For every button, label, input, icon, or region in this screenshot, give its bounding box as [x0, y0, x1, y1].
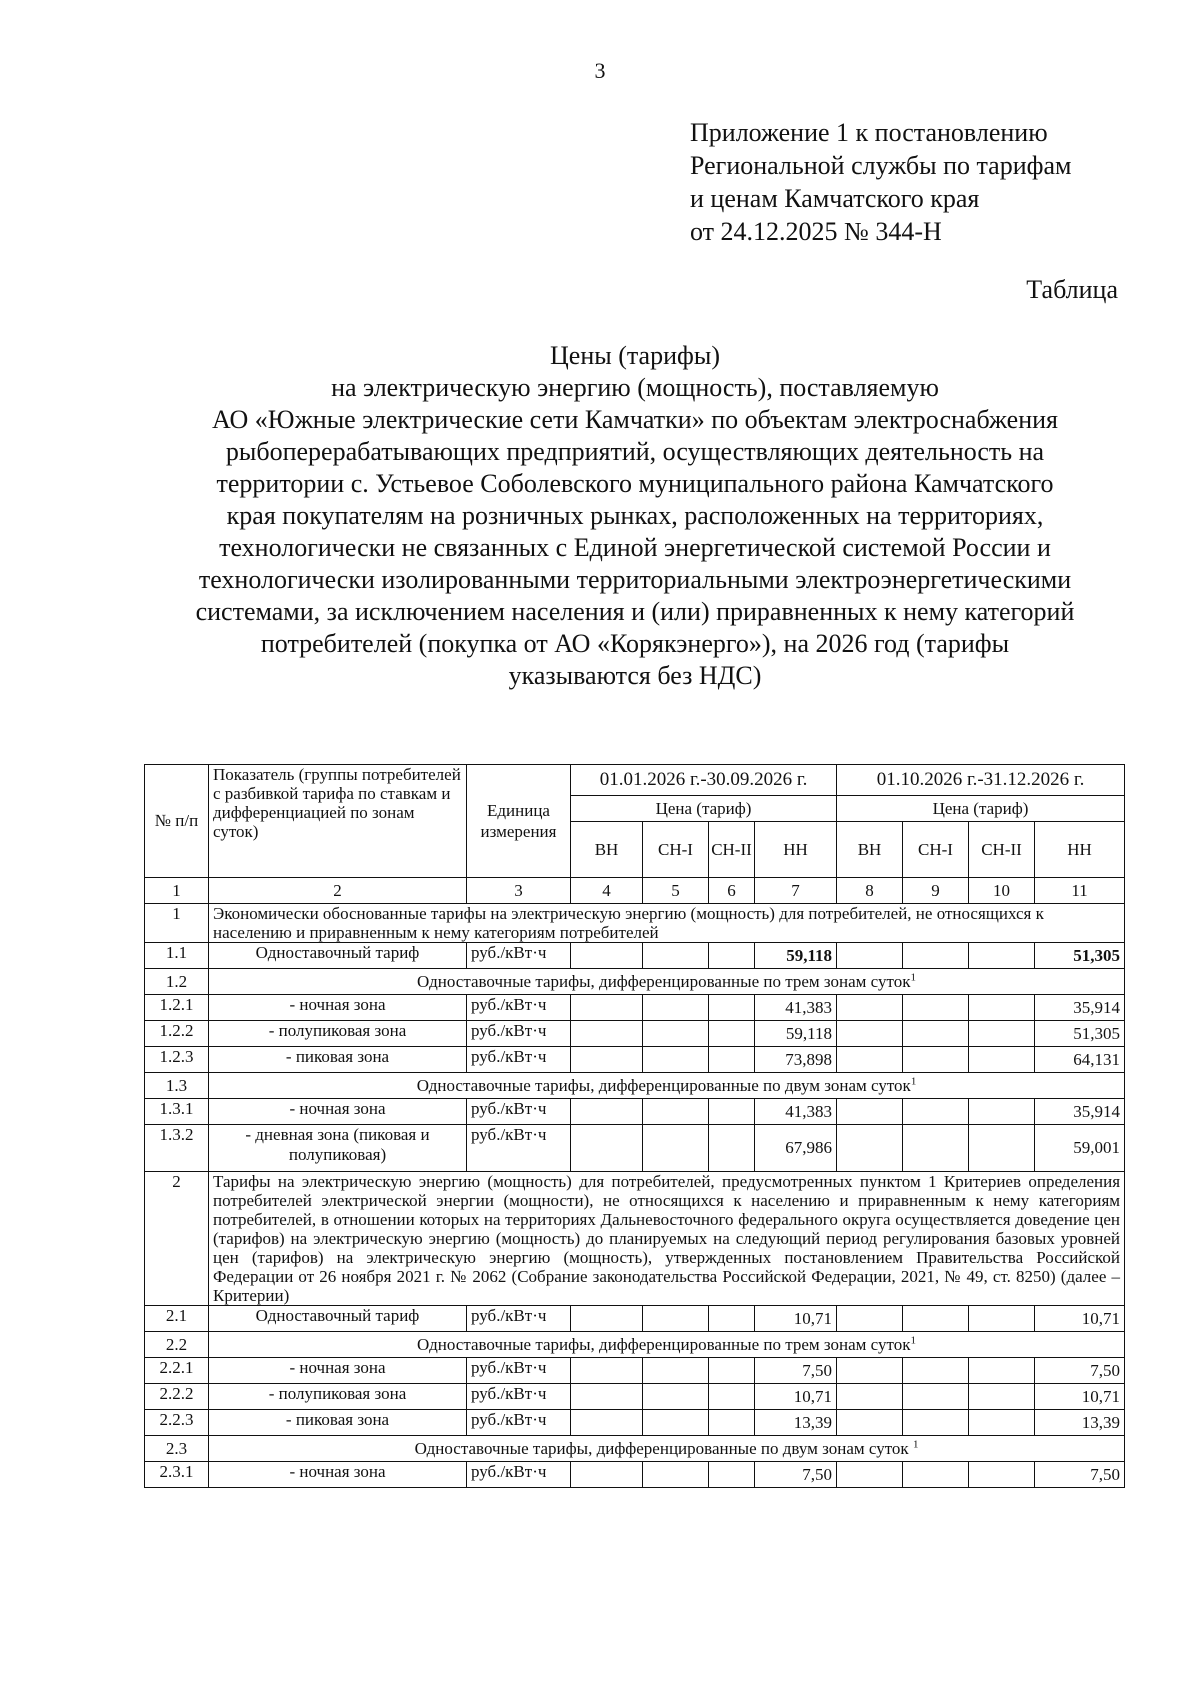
value-nn-period-1: 59,118	[755, 943, 837, 969]
row-subheader	[209, 1436, 1125, 1462]
appendix-line: от 24.12.2025 № 344-Н	[690, 217, 942, 246]
value-cell-empty	[571, 1021, 643, 1047]
value-cell-empty	[903, 1047, 969, 1073]
value-cell-empty	[903, 1410, 969, 1436]
subheader-text: Одноставочные тарифы, дифференцированные по двум зонам суток	[414, 1438, 913, 1458]
section-2-rows	[145, 1306, 1125, 1488]
row-name: Одноставочный тариф	[209, 943, 467, 969]
row-subheader	[209, 1332, 1125, 1358]
appendix-line: Региональной службы по тарифам	[690, 151, 1072, 180]
value-cell-empty	[571, 1306, 643, 1332]
table-row	[145, 1436, 1125, 1462]
value-cell-empty	[643, 943, 709, 969]
column-number: 2	[209, 878, 467, 904]
value-cell-empty	[643, 1410, 709, 1436]
value-nn-period-2: 7,50	[1035, 1462, 1125, 1488]
title-line: технологически не связанных с Единой энергетической системой России и	[219, 533, 1051, 562]
title-line: края покупателям на розничных рынках, расположенных на территориях,	[226, 501, 1044, 530]
value-cell-empty	[837, 1099, 903, 1125]
subheader-text: Одноставочные тарифы, дифференцированные по трем зонам суток	[417, 971, 911, 991]
row-number: 1.3	[145, 1073, 209, 1099]
table-row	[145, 1306, 1125, 1332]
value-cell-empty	[837, 943, 903, 969]
value-cell-empty	[571, 1099, 643, 1125]
value-cell-empty	[643, 1125, 709, 1172]
value-cell-empty	[643, 1099, 709, 1125]
title-line: территории с. Устьевое Соболевского муниципального района Камчатского	[216, 469, 1054, 498]
table-label: Таблица	[1026, 275, 1118, 304]
value-cell-empty	[709, 995, 755, 1021]
header-level: СН-I	[643, 822, 709, 878]
section-number: 2	[145, 1172, 209, 1306]
title-line: на электрическую энергию (мощность), поставляемую	[331, 373, 939, 402]
appendix-line: и ценам Камчатского края	[690, 184, 980, 213]
table-row	[145, 1462, 1125, 1488]
row-number: 2.2	[145, 1332, 209, 1358]
value-cell-empty	[837, 995, 903, 1021]
row-name: - полупиковая зона	[209, 1021, 467, 1047]
value-cell-empty	[709, 943, 755, 969]
column-number: 5	[643, 878, 709, 904]
header-price-1: Цена (тариф)	[571, 796, 837, 822]
title-line: технологически изолированными территориальными электроэнергетическими	[198, 565, 1072, 594]
table-row	[145, 1384, 1125, 1410]
section-title: Экономически обоснованные тарифы на электрическую энергию (мощность) для потребителей, не относящихся к населению и приравненным к нему категориям потребителей	[209, 904, 1125, 943]
value-nn-period-1: 41,383	[755, 995, 837, 1021]
row-number: 2.2.2	[145, 1384, 209, 1410]
table-row	[145, 1332, 1125, 1358]
value-cell-empty	[571, 1384, 643, 1410]
value-cell-empty	[903, 1306, 969, 1332]
value-cell-empty	[571, 1462, 643, 1488]
value-nn-period-2: 51,305	[1035, 1021, 1125, 1047]
row-name: - ночная зона	[209, 1099, 467, 1125]
column-number: 7	[755, 878, 837, 904]
value-cell-empty	[643, 1384, 709, 1410]
appendix-line: Приложение 1 к постановлению	[690, 118, 1048, 147]
row-number: 2.2.3	[145, 1410, 209, 1436]
row-number: 1.2.1	[145, 995, 209, 1021]
row-subheader	[209, 969, 1125, 995]
table-row	[145, 1073, 1125, 1099]
value-cell-empty	[571, 1410, 643, 1436]
value-cell-empty	[643, 1021, 709, 1047]
row-name: - ночная зона	[209, 1358, 467, 1384]
header-level: СН-II	[969, 822, 1035, 878]
table-row	[145, 995, 1125, 1021]
value-cell-empty	[837, 1410, 903, 1436]
value-nn-period-1: 10,71	[755, 1306, 837, 1332]
value-cell-empty	[969, 943, 1035, 969]
value-nn-period-1: 73,898	[755, 1047, 837, 1073]
value-nn-period-2: 59,001	[1035, 1125, 1125, 1172]
value-cell-empty	[969, 1021, 1035, 1047]
value-nn-period-2: 35,914	[1035, 1099, 1125, 1125]
value-cell-empty	[643, 995, 709, 1021]
table-row	[145, 1358, 1125, 1384]
row-unit: руб./кВт·ч	[467, 1410, 571, 1436]
table-row	[145, 1099, 1125, 1125]
value-cell-empty	[903, 1358, 969, 1384]
header-unit: Единица измерения	[467, 765, 571, 878]
value-cell-empty	[709, 1099, 755, 1125]
value-cell-empty	[837, 1384, 903, 1410]
value-cell-empty	[709, 1021, 755, 1047]
header-period-1: 01.01.2026 г.-30.09.2026 г.	[571, 765, 837, 796]
row-number: 1.2	[145, 969, 209, 995]
value-cell-empty	[709, 1384, 755, 1410]
value-cell-empty	[837, 1047, 903, 1073]
row-number: 1.3.1	[145, 1099, 209, 1125]
row-number: 2.3.1	[145, 1462, 209, 1488]
value-nn-period-1: 13,39	[755, 1410, 837, 1436]
row-number: 1.3.2	[145, 1125, 209, 1172]
value-nn-period-1: 41,383	[755, 1099, 837, 1125]
value-nn-period-2: 13,39	[1035, 1410, 1125, 1436]
value-cell-empty	[903, 943, 969, 969]
appendix-block	[690, 116, 1071, 248]
row-number: 1.2.2	[145, 1021, 209, 1047]
header-level: НН	[1035, 822, 1125, 878]
header-indicator: Показатель (группы потребителей с разбивкой тарифа по ставкам и дифференциацией по зонам суток)	[209, 765, 467, 878]
value-cell-empty	[903, 1021, 969, 1047]
value-cell-empty	[903, 1099, 969, 1125]
value-cell-empty	[837, 1021, 903, 1047]
table-row	[145, 1125, 1125, 1172]
value-cell-empty	[969, 1125, 1035, 1172]
table-row	[145, 1047, 1125, 1073]
row-name: - пиковая зона	[209, 1047, 467, 1073]
table-row	[145, 943, 1125, 969]
title-line: АО «Южные электрические сети Камчатки» по объектам электроснабжения	[212, 405, 1058, 434]
row-name: - дневная зона (пиковая и полупиковая)	[209, 1125, 467, 1172]
row-name: - ночная зона	[209, 1462, 467, 1488]
value-cell-empty	[709, 1462, 755, 1488]
row-unit: руб./кВт·ч	[467, 1462, 571, 1488]
value-cell-empty	[709, 1410, 755, 1436]
footnote-mark: 1	[910, 1333, 916, 1346]
value-cell-empty	[571, 995, 643, 1021]
page-number: 3	[594, 58, 606, 83]
value-nn-period-1: 7,50	[755, 1358, 837, 1384]
column-number: 10	[969, 878, 1035, 904]
table-row	[145, 1021, 1125, 1047]
title-line: системами, за исключением населения и (или) приравненных к нему категорий	[195, 597, 1075, 626]
footnote-mark: 1	[912, 1437, 919, 1450]
value-nn-period-1: 7,50	[755, 1462, 837, 1488]
header-period-2: 01.10.2026 г.-31.12.2026 г.	[837, 765, 1125, 796]
value-cell-empty	[837, 1358, 903, 1384]
row-unit: руб./кВт·ч	[467, 1099, 571, 1125]
value-cell-empty	[709, 1125, 755, 1172]
header-level: ВН	[571, 822, 643, 878]
table-row	[145, 1410, 1125, 1436]
value-cell-empty	[643, 1358, 709, 1384]
document-title	[100, 340, 1170, 692]
row-number: 2.2.1	[145, 1358, 209, 1384]
header-level: СН-II	[709, 822, 755, 878]
row-name: Одноставочный тариф	[209, 1306, 467, 1332]
value-nn-period-1: 67,986	[755, 1125, 837, 1172]
header-num: № п/п	[145, 765, 209, 878]
value-cell-empty	[837, 1306, 903, 1332]
row-unit: руб./кВт·ч	[467, 1125, 571, 1172]
value-nn-period-1: 10,71	[755, 1384, 837, 1410]
footnote-mark: 1	[910, 1074, 917, 1087]
row-unit: руб./кВт·ч	[467, 1047, 571, 1073]
value-cell-empty	[837, 1462, 903, 1488]
value-cell-empty	[969, 1047, 1035, 1073]
value-cell-empty	[969, 1358, 1035, 1384]
value-cell-empty	[571, 943, 643, 969]
column-number: 9	[903, 878, 969, 904]
value-cell-empty	[571, 1047, 643, 1073]
value-nn-period-2: 7,50	[1035, 1358, 1125, 1384]
value-nn-period-1: 59,118	[755, 1021, 837, 1047]
header-level: НН	[755, 822, 837, 878]
subheader-text: Одноставочные тарифы, дифференцированные по трем зонам суток	[417, 1334, 911, 1354]
value-cell-empty	[643, 1047, 709, 1073]
row-unit: руб./кВт·ч	[467, 943, 571, 969]
title-line: указываются без НДС)	[508, 661, 762, 690]
tariff-table	[144, 764, 1125, 1488]
section-1	[145, 904, 1125, 943]
row-number: 1.2.3	[145, 1047, 209, 1073]
value-cell-empty	[709, 1358, 755, 1384]
row-unit: руб./кВт·ч	[467, 1021, 571, 1047]
row-name: - пиковая зона	[209, 1410, 467, 1436]
row-name: - ночная зона	[209, 995, 467, 1021]
column-number: 4	[571, 878, 643, 904]
row-unit: руб./кВт·ч	[467, 995, 571, 1021]
section-title: Тарифы на электрическую энергию (мощность) для потребителей, предусмотренных пунктом 1 Критериев определения потребителей электрической энергии (мощности), не относящихся к населению и приравненным к нему категориям потребителей, в отношении которых на территориях Дальневосточного федерального округа осуществляется доведение цен (тарифов) на электрическую энергию (мощность) до планируемых на следующий период регулирования базовых уровней цен (тарифов) на электрическую энергию (мощность), утвержденных постановлением Правительства Российской Федерации от 26 ноября 2021 г. № 2062 (Собрание законодательства Российской Федерации, 2021, № 49, ст. 8250) (далее – Критерии)	[209, 1172, 1125, 1306]
footnote-mark: 1	[910, 970, 916, 983]
table-header	[145, 765, 1125, 904]
value-cell-empty	[709, 1306, 755, 1332]
value-cell-empty	[969, 995, 1035, 1021]
value-cell-empty	[969, 1099, 1035, 1125]
value-cell-empty	[643, 1306, 709, 1332]
value-cell-empty	[969, 1384, 1035, 1410]
row-name: - полупиковая зона	[209, 1384, 467, 1410]
column-number: 6	[709, 878, 755, 904]
value-nn-period-2: 35,914	[1035, 995, 1125, 1021]
row-unit: руб./кВт·ч	[467, 1306, 571, 1332]
value-cell-empty	[903, 995, 969, 1021]
value-cell-empty	[969, 1410, 1035, 1436]
column-number: 8	[837, 878, 903, 904]
row-number: 1.1	[145, 943, 209, 969]
title-line: потребителей (покупка от АО «Корякэнерго»), на 2026 год (тарифы	[260, 629, 1010, 658]
value-cell-empty	[571, 1358, 643, 1384]
column-number: 11	[1035, 878, 1125, 904]
value-cell-empty	[903, 1384, 969, 1410]
row-unit: руб./кВт·ч	[467, 1358, 571, 1384]
row-number: 2.3	[145, 1436, 209, 1462]
column-number: 1	[145, 878, 209, 904]
table-row	[145, 969, 1125, 995]
column-number: 3	[467, 878, 571, 904]
section-2	[145, 1172, 1125, 1306]
value-nn-period-2: 10,71	[1035, 1306, 1125, 1332]
value-nn-period-2: 51,305	[1035, 943, 1125, 969]
value-cell-empty	[903, 1125, 969, 1172]
value-nn-period-2: 64,131	[1035, 1047, 1125, 1073]
value-cell-empty	[571, 1125, 643, 1172]
title-line: Цены (тарифы)	[550, 341, 720, 370]
header-price-2: Цена (тариф)	[837, 796, 1125, 822]
value-nn-period-2: 10,71	[1035, 1384, 1125, 1410]
value-cell-empty	[643, 1462, 709, 1488]
header-level: ВН	[837, 822, 903, 878]
row-subheader	[209, 1073, 1125, 1099]
value-cell-empty	[969, 1306, 1035, 1332]
section-1-rows	[145, 943, 1125, 1172]
subheader-text: Одноставочные тарифы, дифференцированные по двум зонам суток	[416, 1075, 911, 1095]
header-level: СН-I	[903, 822, 969, 878]
value-cell-empty	[837, 1125, 903, 1172]
value-cell-empty	[903, 1462, 969, 1488]
value-cell-empty	[709, 1047, 755, 1073]
title-line: рыбоперерабатывающих предприятий, осуществляющих деятельность на	[225, 437, 1045, 466]
value-cell-empty	[969, 1462, 1035, 1488]
row-unit: руб./кВт·ч	[467, 1384, 571, 1410]
section-number: 1	[145, 904, 209, 943]
row-number: 2.1	[145, 1306, 209, 1332]
